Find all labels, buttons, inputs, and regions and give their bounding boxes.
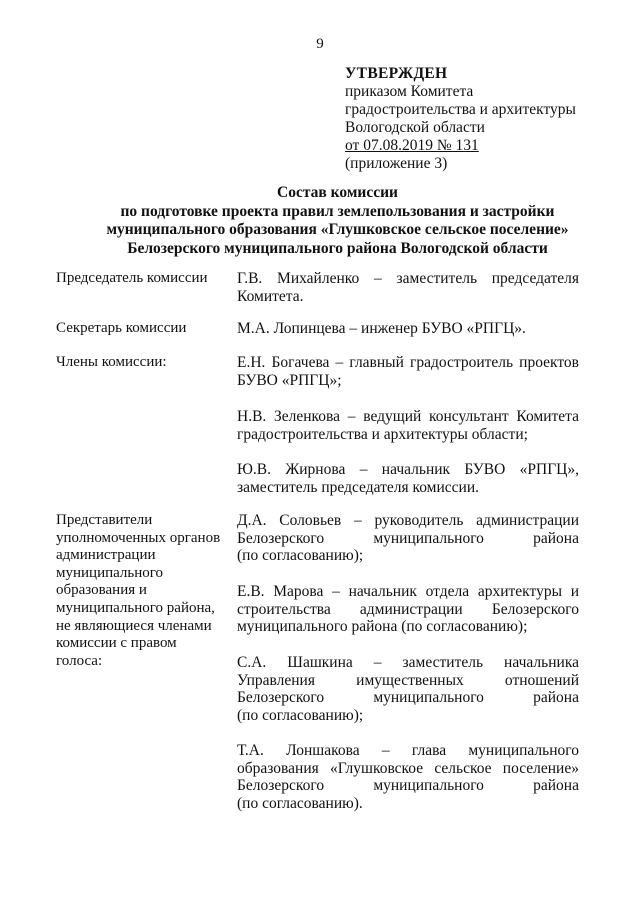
member-line: БУВО «РПГЦ»; (237, 371, 342, 389)
title-line-1: Состав комиссии (277, 184, 398, 201)
role-line: голоса: (56, 652, 103, 669)
role-line: администрации (56, 547, 156, 564)
member-entry (237, 512, 579, 565)
approval-line-2: градостроительства и архитектуры (345, 101, 576, 118)
member-line: Комитета. (237, 287, 304, 305)
member-entry (237, 742, 579, 812)
member-entry-chair (237, 270, 579, 305)
approval-order-ref: от 07.08.2019 № 131 (345, 137, 479, 154)
member-line: Н.В. Зеленкова – ведущий консультант Комитета (237, 408, 579, 425)
member-line: (по согласованию). (237, 794, 363, 812)
member-line: Ю.В. Жирнова – начальник БУВО «РПГЦ», (237, 461, 579, 478)
member-line: (по согласованию); (237, 706, 364, 724)
member-line: Е.Н. Богачева – главный градостроитель проектов (237, 354, 579, 371)
approval-stamp (345, 65, 615, 173)
member-line: образования «Глушковское сельское поселение» (237, 759, 579, 777)
role-members: Члены комиссии: (56, 354, 167, 370)
member-line: Д.А. Соловьев – руководитель администрации (237, 512, 579, 529)
approval-line-3: Вологодской области (345, 119, 485, 136)
member-line: заместитель председателя комиссии. (237, 478, 479, 496)
member-entry-secretary (237, 320, 579, 338)
member-line: Белозерского муниципального района (237, 689, 579, 707)
approval-title: УТВЕРЖДЕН (345, 65, 448, 82)
member-line: Е.В. Марова – начальник отдела архитектуры и (237, 583, 579, 600)
role-line: образования и (56, 582, 147, 599)
member-line: градостроительства и архитектуры области; (237, 425, 528, 443)
role-line: муниципального района, (56, 599, 215, 616)
approval-appendix: (приложение 3) (345, 155, 448, 172)
role-line: муниципального (56, 564, 164, 581)
document-title (40, 184, 635, 258)
member-line: Т.А. Лоншакова – глава муниципального (237, 742, 579, 759)
member-line: строительства администрации Белозерского (237, 600, 579, 618)
member-line: С.А. Шашкина – заместитель начальника (237, 654, 579, 671)
role-representatives (56, 512, 228, 670)
member-line: М.А. Лопинцева – инженер БУВО «РПГЦ». (237, 320, 526, 337)
approval-line-1: приказом Комитета (345, 83, 474, 100)
page-number: 9 (316, 36, 324, 52)
title-line-4: Белозерского муниципального района Вологодской области (127, 239, 548, 257)
member-entry (237, 461, 579, 496)
member-line: муниципального района (по согласованию); (237, 618, 528, 636)
member-entry (237, 654, 579, 724)
role-line: Представители (56, 512, 153, 528)
member-line: Г.В. Михайленко – заместитель председателя (237, 270, 579, 287)
title-line-2: по подготовке проекта правил землепользования и застройки (120, 202, 555, 220)
role-line: не являющиеся членами (56, 617, 212, 634)
member-line: Белозерского муниципального района (237, 529, 579, 547)
role-secretary: Секретарь комиссии (56, 320, 187, 336)
title-line-3: муниципального образования «Глушковское сельское поселение» (106, 221, 569, 239)
role-chair: Председатель комиссии (56, 270, 208, 286)
member-line: Управления имущественных отношений (237, 671, 579, 689)
role-line: уполномоченных органов (56, 529, 221, 546)
member-line: (по согласованию); (237, 547, 364, 565)
member-entry (237, 408, 579, 443)
member-entry (237, 583, 579, 636)
member-entry (237, 354, 579, 389)
role-line: комиссии с правом (56, 635, 177, 652)
member-line: Белозерского муниципального района (237, 777, 579, 795)
